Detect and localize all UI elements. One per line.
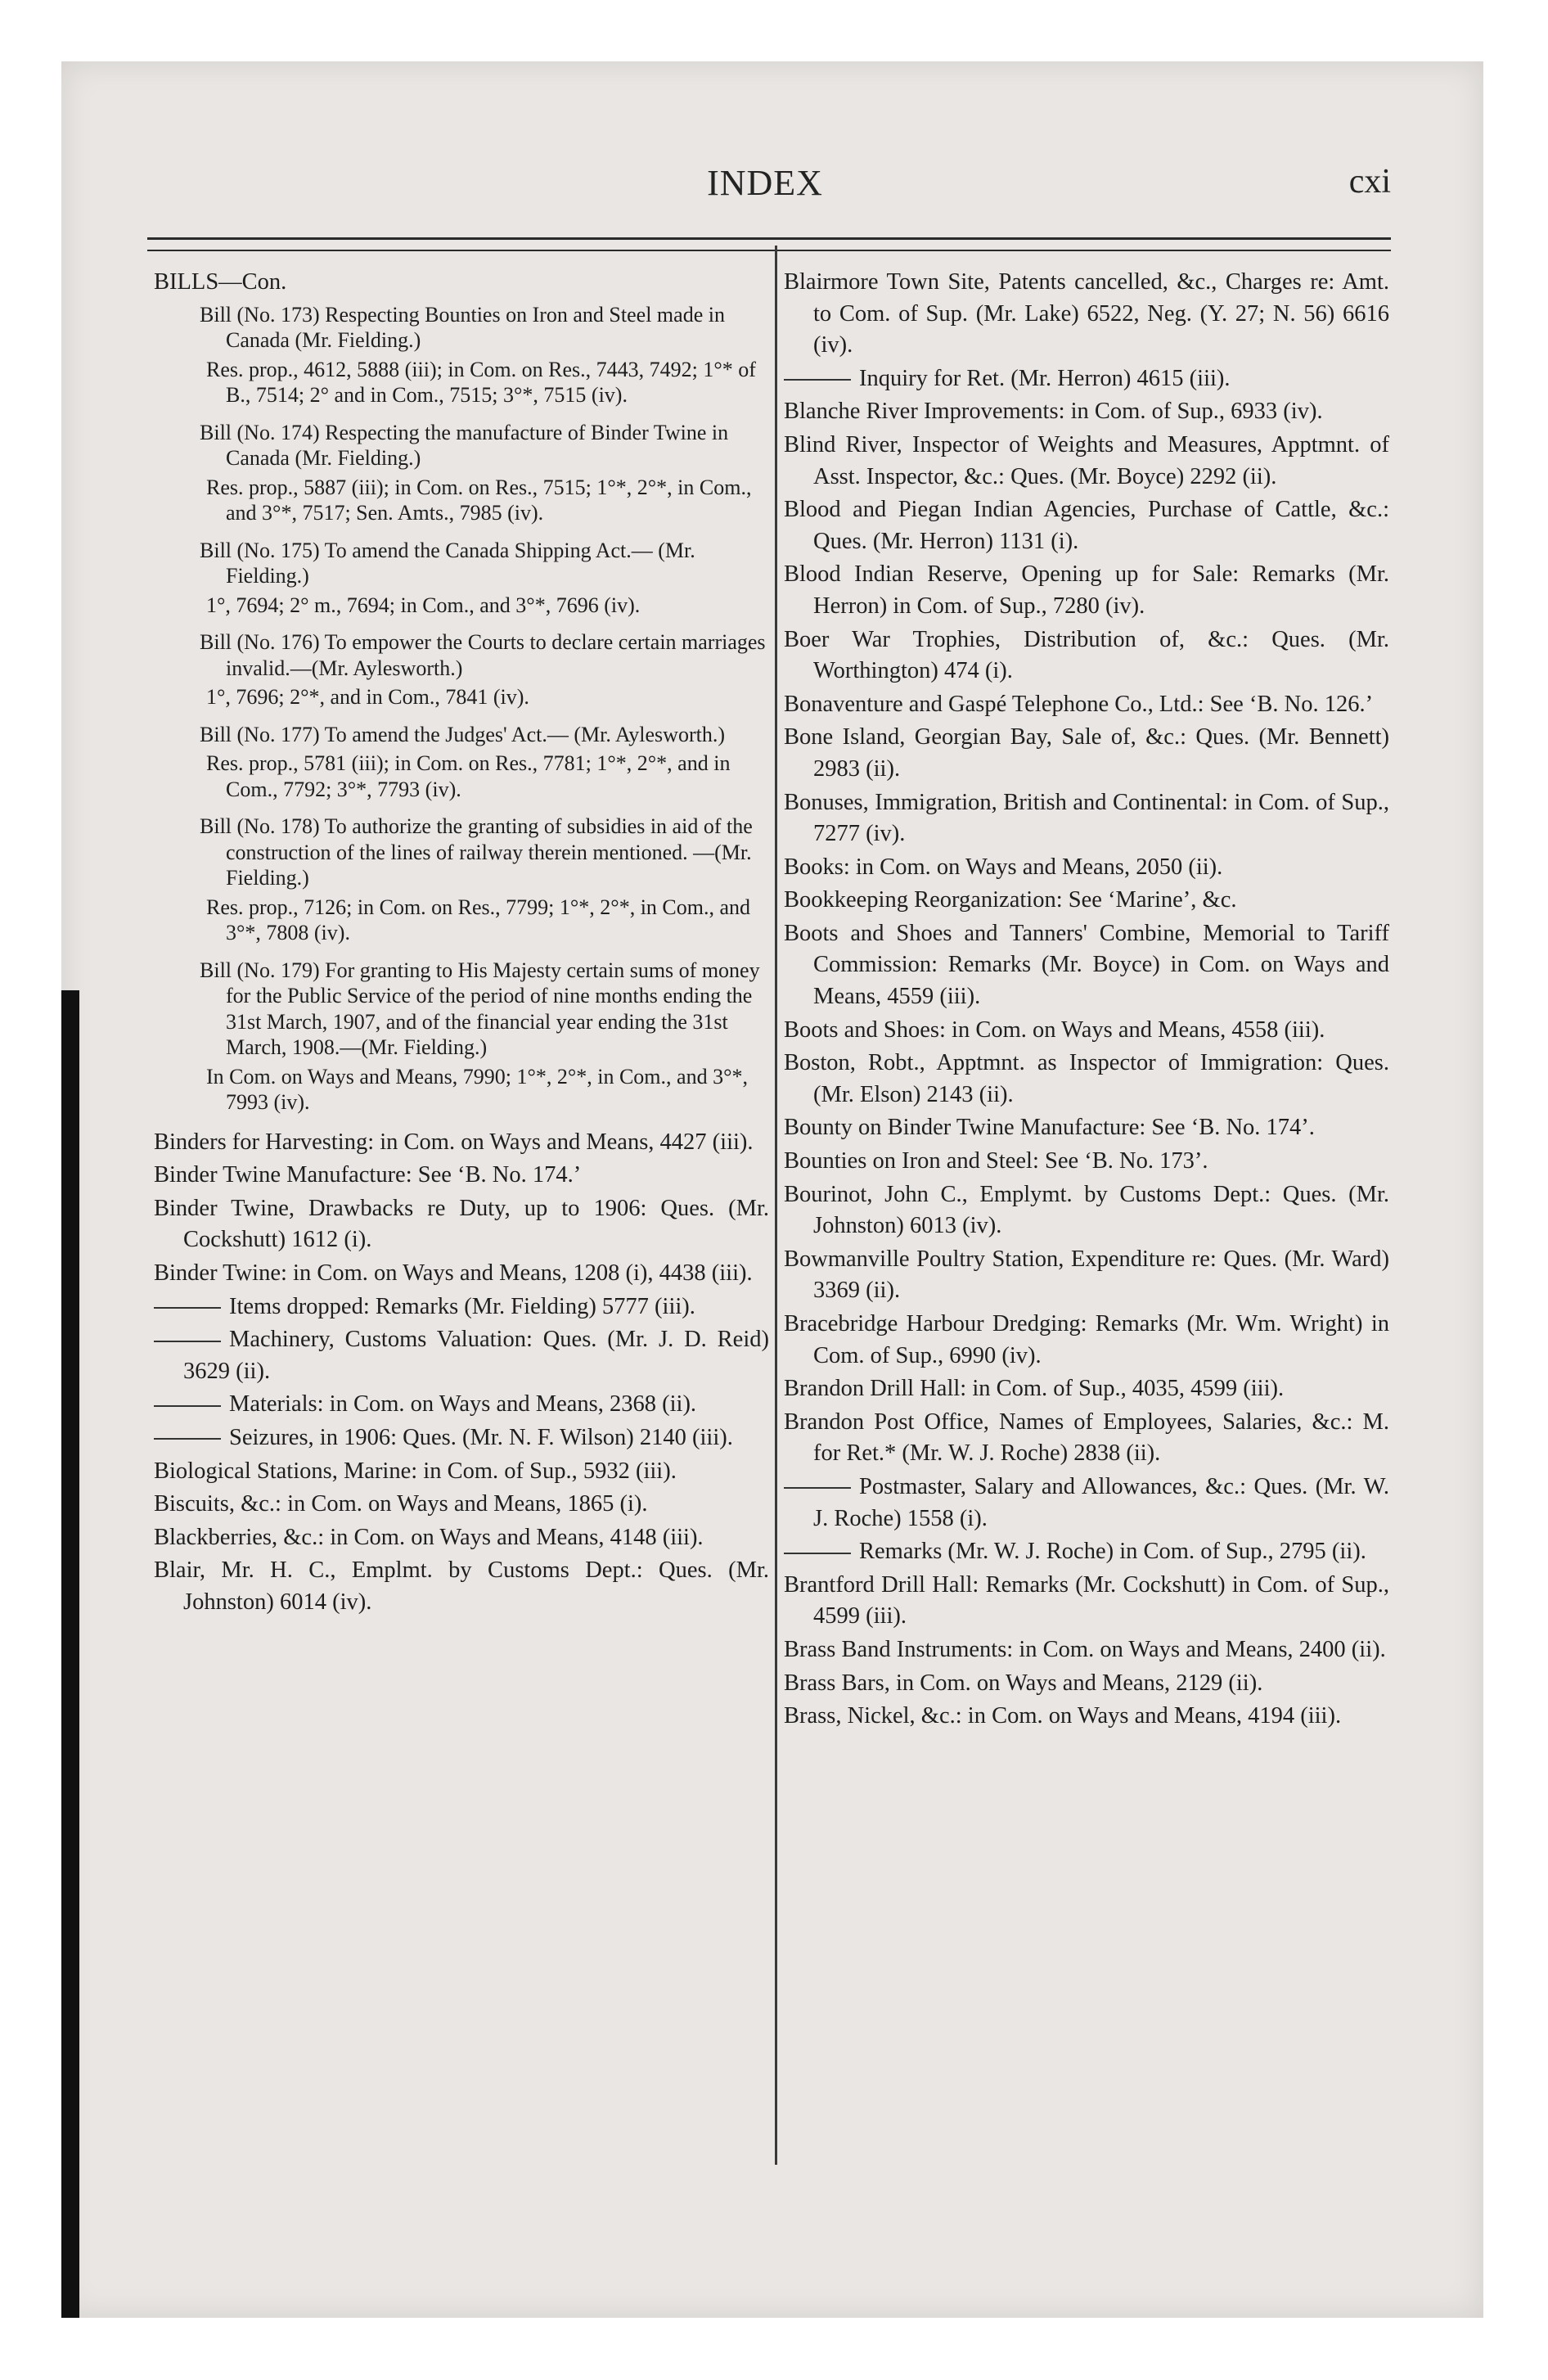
bill-entry [154, 302, 769, 354]
entry-text: Brandon Post Office, Names of Employees, Salaries, &c.: M. for Ret.* (Mr. W. J. Roche) 2838 (ii). [784, 1409, 1389, 1467]
entry-text: Blood Indian Reserve, Opening up for Sale: Remarks (Mr. Herron) in Com. of Sup., 7280 (iv). [784, 561, 1389, 619]
entry-text: 1°, 7694; 2° m., 7694; in Com., and 3°*, 7696 (iv). [206, 593, 641, 617]
entry-text: Boots and Shoes and Tanners' Combine, Memorial to Tariff Commission: Remarks (Mr. Boyce) in Com. on Ways and Means, 4559 (iii). [784, 920, 1389, 1010]
index-entry [154, 1160, 769, 1192]
index-entry [154, 1258, 769, 1290]
ditto-dash [784, 1553, 851, 1554]
entry-text: Bookkeeping Reorganization: See ‘Marine’, &c. [784, 887, 1237, 913]
index-entry [154, 1127, 769, 1159]
bill-proceedings [154, 751, 769, 802]
right-column [784, 267, 1389, 1734]
entry-text: Bonaventure and Gaspé Telephone Co., Ltd.: See ‘B. No. 126.’ [784, 691, 1374, 717]
index-entry [154, 1555, 769, 1618]
entry-text: Biological Stations, Marine: in Com. of Sup., 5932 (iii). [154, 1458, 677, 1484]
index-entry [784, 624, 1389, 687]
entry-text: Bill (No. 179) For granting to His Majesty certain sums of money for the Public Service of the period of nine months ending the 31st March, 1907, and of the financial year ending the 31st March, 1908.—(Mr. Fielding.) [200, 958, 760, 1060]
entry-text: Binder Twine, Drawbacks re Duty, up to 1906: Ques. (Mr. Cockshutt) 1612 (i). [154, 1195, 769, 1253]
page-title: INDEX [707, 163, 823, 203]
left-column [154, 267, 769, 1620]
section-heading [154, 267, 769, 299]
index-entry [154, 1489, 769, 1521]
entry-text: In Com. on Ways and Means, 7990; 1°*, 2°*, in Com., and 3°*, 7993 (iv). [206, 1064, 748, 1115]
entry-text: Bourinot, John C., Emplymt. by Customs Dept.: Ques. (Mr. Johnston) 6013 (iv). [784, 1181, 1389, 1239]
index-entry [154, 1522, 769, 1554]
bill-entry [154, 538, 769, 589]
entry-text: Items dropped: Remarks (Mr. Fielding) 5777 (iii). [229, 1293, 695, 1319]
index-entry [784, 852, 1389, 884]
header-rule [147, 237, 1391, 251]
index-entry [784, 722, 1389, 785]
entry-text: Blind River, Inspector of Weights and Measures, Apptmnt. of Asst. Inspector, &c.: Ques. (Mr. Boyce) 2292 (ii). [784, 431, 1389, 489]
entry-text: BILLS—Con. [154, 269, 287, 295]
bill-entry [154, 814, 769, 891]
ditto-dash [154, 1405, 221, 1407]
entry-text: Bounties on Iron and Steel: See ‘B. No. 173’. [784, 1148, 1208, 1174]
entry-text: Blackberries, &c.: in Com. on Ways and Means, 4148 (iii). [154, 1524, 704, 1550]
entry-text: 1°, 7696; 2°*, and in Com., 7841 (iv). [206, 685, 529, 710]
entry-text: Binder Twine Manufacture: See ‘B. No. 174.’ [154, 1162, 582, 1188]
index-entry [784, 1668, 1389, 1700]
index-entry [784, 396, 1389, 428]
binding-edge [61, 990, 79, 2318]
entry-text: Brass Bars, in Com. on Ways and Means, 2129 (ii). [784, 1670, 1263, 1696]
entry-text: Bowmanville Poultry Station, Expenditure re: Ques. (Mr. Ward) 3369 (ii). [784, 1246, 1389, 1304]
ditto-dash [154, 1341, 221, 1342]
index-entry [154, 1193, 769, 1256]
entry-text: Bonuses, Immigration, British and Continental: in Com. of Sup., 7277 (iv). [784, 789, 1389, 847]
entry-text: Res. prop., 7126; in Com. on Res., 7799; 1°*, 2°*, in Com., and 3°*, 7808 (iv). [206, 895, 751, 945]
entry-text: Blood and Piegan Indian Agencies, Purchase of Cattle, &c.: Ques. (Mr. Herron) 1131 (i). [784, 497, 1389, 554]
entry-text: Remarks (Mr. W. J. Roche) in Com. of Sup., 2795 (ii). [859, 1539, 1366, 1565]
index-entry [784, 1112, 1389, 1144]
bill-entry [154, 420, 769, 471]
ditto-dash [154, 1438, 221, 1440]
ditto-dash [154, 1307, 221, 1309]
entry-text: Brantford Drill Hall: Remarks (Mr. Cockshutt) in Com. of Sup., 4599 (iii). [784, 1571, 1389, 1629]
entry-text: Bill (No. 178) To authorize the granting of subsidies in aid of the construction of the lines of railway therein mentioned. —(Mr. Fielding.) [200, 814, 753, 890]
index-entry [784, 1309, 1389, 1372]
ditto-dash [784, 379, 851, 381]
index-entry [784, 430, 1389, 493]
entry-text: Boer War Trophies, Distribution of, &c.: Ques. (Mr. Worthington) 474 (i). [784, 626, 1389, 684]
index-entry [784, 1373, 1389, 1405]
entry-text: Postmaster, Salary and Allowances, &c.: Ques. (Mr. W. J. Roche) 1558 (i). [813, 1473, 1389, 1531]
bill-proceedings [154, 357, 769, 408]
entry-text: Bounty on Binder Twine Manufacture: See ‘B. No. 174’. [784, 1115, 1315, 1141]
index-subentry [784, 1536, 1389, 1568]
index-subentry [154, 1422, 769, 1454]
entry-text: Blanche River Improvements: in Com. of Sup., 6933 (iv). [784, 399, 1323, 425]
index-subentry [154, 1291, 769, 1323]
index-entry [784, 1570, 1389, 1633]
entry-text: Biscuits, &c.: in Com. on Ways and Means, 1865 (i). [154, 1491, 648, 1517]
entry-text: Res. prop., 5887 (iii); in Com. on Res., 7515; 1°*, 2°*, in Com., and 3°*, 7517; Sen. Amts., 7985 (iv). [206, 475, 752, 525]
bill-entry [154, 629, 769, 681]
index-entry [784, 1015, 1389, 1047]
index-subentry [154, 1324, 769, 1387]
entry-text: Res. prop., 4612, 5888 (iii); in Com. on Res., 7443, 7492; 1°* of B., 7514; 2° and in Com., 7515; 3°*, 7515 (iv). [206, 357, 756, 408]
entry-text: Binders for Harvesting: in Com. on Ways and Means, 4427 (iii). [154, 1129, 754, 1155]
bill-proceedings [154, 895, 769, 946]
index-entry [784, 1048, 1389, 1111]
entry-text: Blairmore Town Site, Patents cancelled, &c., Charges re: Amt. to Com. of Sup. (Mr. Lake) 6522, Neg. (Y. 27; N. 56) 6616 (iv). [784, 269, 1389, 358]
entry-text: Bill (No. 173) Respecting Bounties on Iron and Steel made in Canada (Mr. Fielding.) [200, 302, 725, 353]
entry-text: Brandon Drill Hall: in Com. of Sup., 4035, 4599 (iii). [784, 1376, 1285, 1402]
index-entry [784, 559, 1389, 622]
entry-text: Books: in Com. on Ways and Means, 2050 (ii). [784, 854, 1223, 880]
bill-proceedings [154, 684, 769, 710]
index-subentry [784, 1472, 1389, 1535]
index-entry [784, 267, 1389, 362]
entry-text: Bill (No. 175) To amend the Canada Shipping Act.— (Mr. Fielding.) [200, 538, 695, 588]
page-number: cxi [1348, 163, 1391, 201]
entry-text: Binder Twine: in Com. on Ways and Means, 1208 (i), 4438 (iii). [154, 1260, 753, 1286]
index-entry [784, 689, 1389, 721]
entry-text: Brass Band Instruments: in Com. on Ways and Means, 2400 (ii). [784, 1636, 1386, 1662]
entry-text: Brass, Nickel, &c.: in Com. on Ways and Means, 4194 (iii). [784, 1703, 1342, 1729]
index-subentry [154, 1389, 769, 1421]
entry-text: Boots and Shoes: in Com. on Ways and Means, 4558 (iii). [784, 1016, 1325, 1043]
bill-entry [154, 958, 769, 1061]
bill-entry [154, 722, 769, 748]
entry-text: Bill (No. 174) Respecting the manufacture of Binder Twine in Canada (Mr. Fielding.) [200, 420, 729, 471]
index-entry [784, 1701, 1389, 1733]
index-entry [784, 1407, 1389, 1470]
page-header [139, 162, 1391, 211]
ditto-dash [784, 1487, 851, 1489]
index-entry [784, 494, 1389, 557]
entry-text: Res. prop., 5781 (iii); in Com. on Res., 7781; 1°*, 2°*, and in Com., 7792; 3°*, 7793 (iv). [206, 751, 731, 801]
entry-text: Bill (No. 177) To amend the Judges' Act.— (Mr. Aylesworth.) [200, 722, 725, 746]
index-subentry [784, 363, 1389, 395]
index-entry [784, 918, 1389, 1013]
bill-proceedings [154, 593, 769, 619]
entry-text: Machinery, Customs Valuation: Ques. (Mr. J. D. Reid) 3629 (ii). [183, 1327, 769, 1384]
entry-text: Materials: in Com. on Ways and Means, 2368 (ii). [229, 1391, 697, 1418]
index-entry [784, 1146, 1389, 1178]
index-entry [154, 1456, 769, 1488]
index-entry [784, 885, 1389, 917]
entry-text: Bone Island, Georgian Bay, Sale of, &c.: Ques. (Mr. Bennett) 2983 (ii). [784, 724, 1389, 782]
entry-text: Inquiry for Ret. (Mr. Herron) 4615 (iii). [859, 365, 1231, 391]
index-entry [784, 1244, 1389, 1307]
entry-text: Bill (No. 176) To empower the Courts to declare certain marriages invalid.—(Mr. Aylesworth.) [200, 630, 766, 680]
entry-text: Boston, Robt., Apptmnt. as Inspector of Immigration: Ques. (Mr. Elson) 2143 (ii). [784, 1050, 1389, 1107]
entry-text: Blair, Mr. H. C., Emplmt. by Customs Dept.: Ques. (Mr. Johnston) 6014 (iv). [154, 1557, 769, 1615]
index-entry [784, 787, 1389, 850]
entry-text: Seizures, in 1906: Ques. (Mr. N. F. Wilson) 2140 (iii). [229, 1424, 733, 1450]
column-divider [775, 246, 777, 2165]
entry-text: Bracebridge Harbour Dredging: Remarks (Mr. Wm. Wright) in Com. of Sup., 6990 (iv). [784, 1311, 1389, 1368]
bill-proceedings [154, 1064, 769, 1116]
index-entry [784, 1179, 1389, 1242]
index-entry [784, 1634, 1389, 1666]
bill-proceedings [154, 475, 769, 526]
